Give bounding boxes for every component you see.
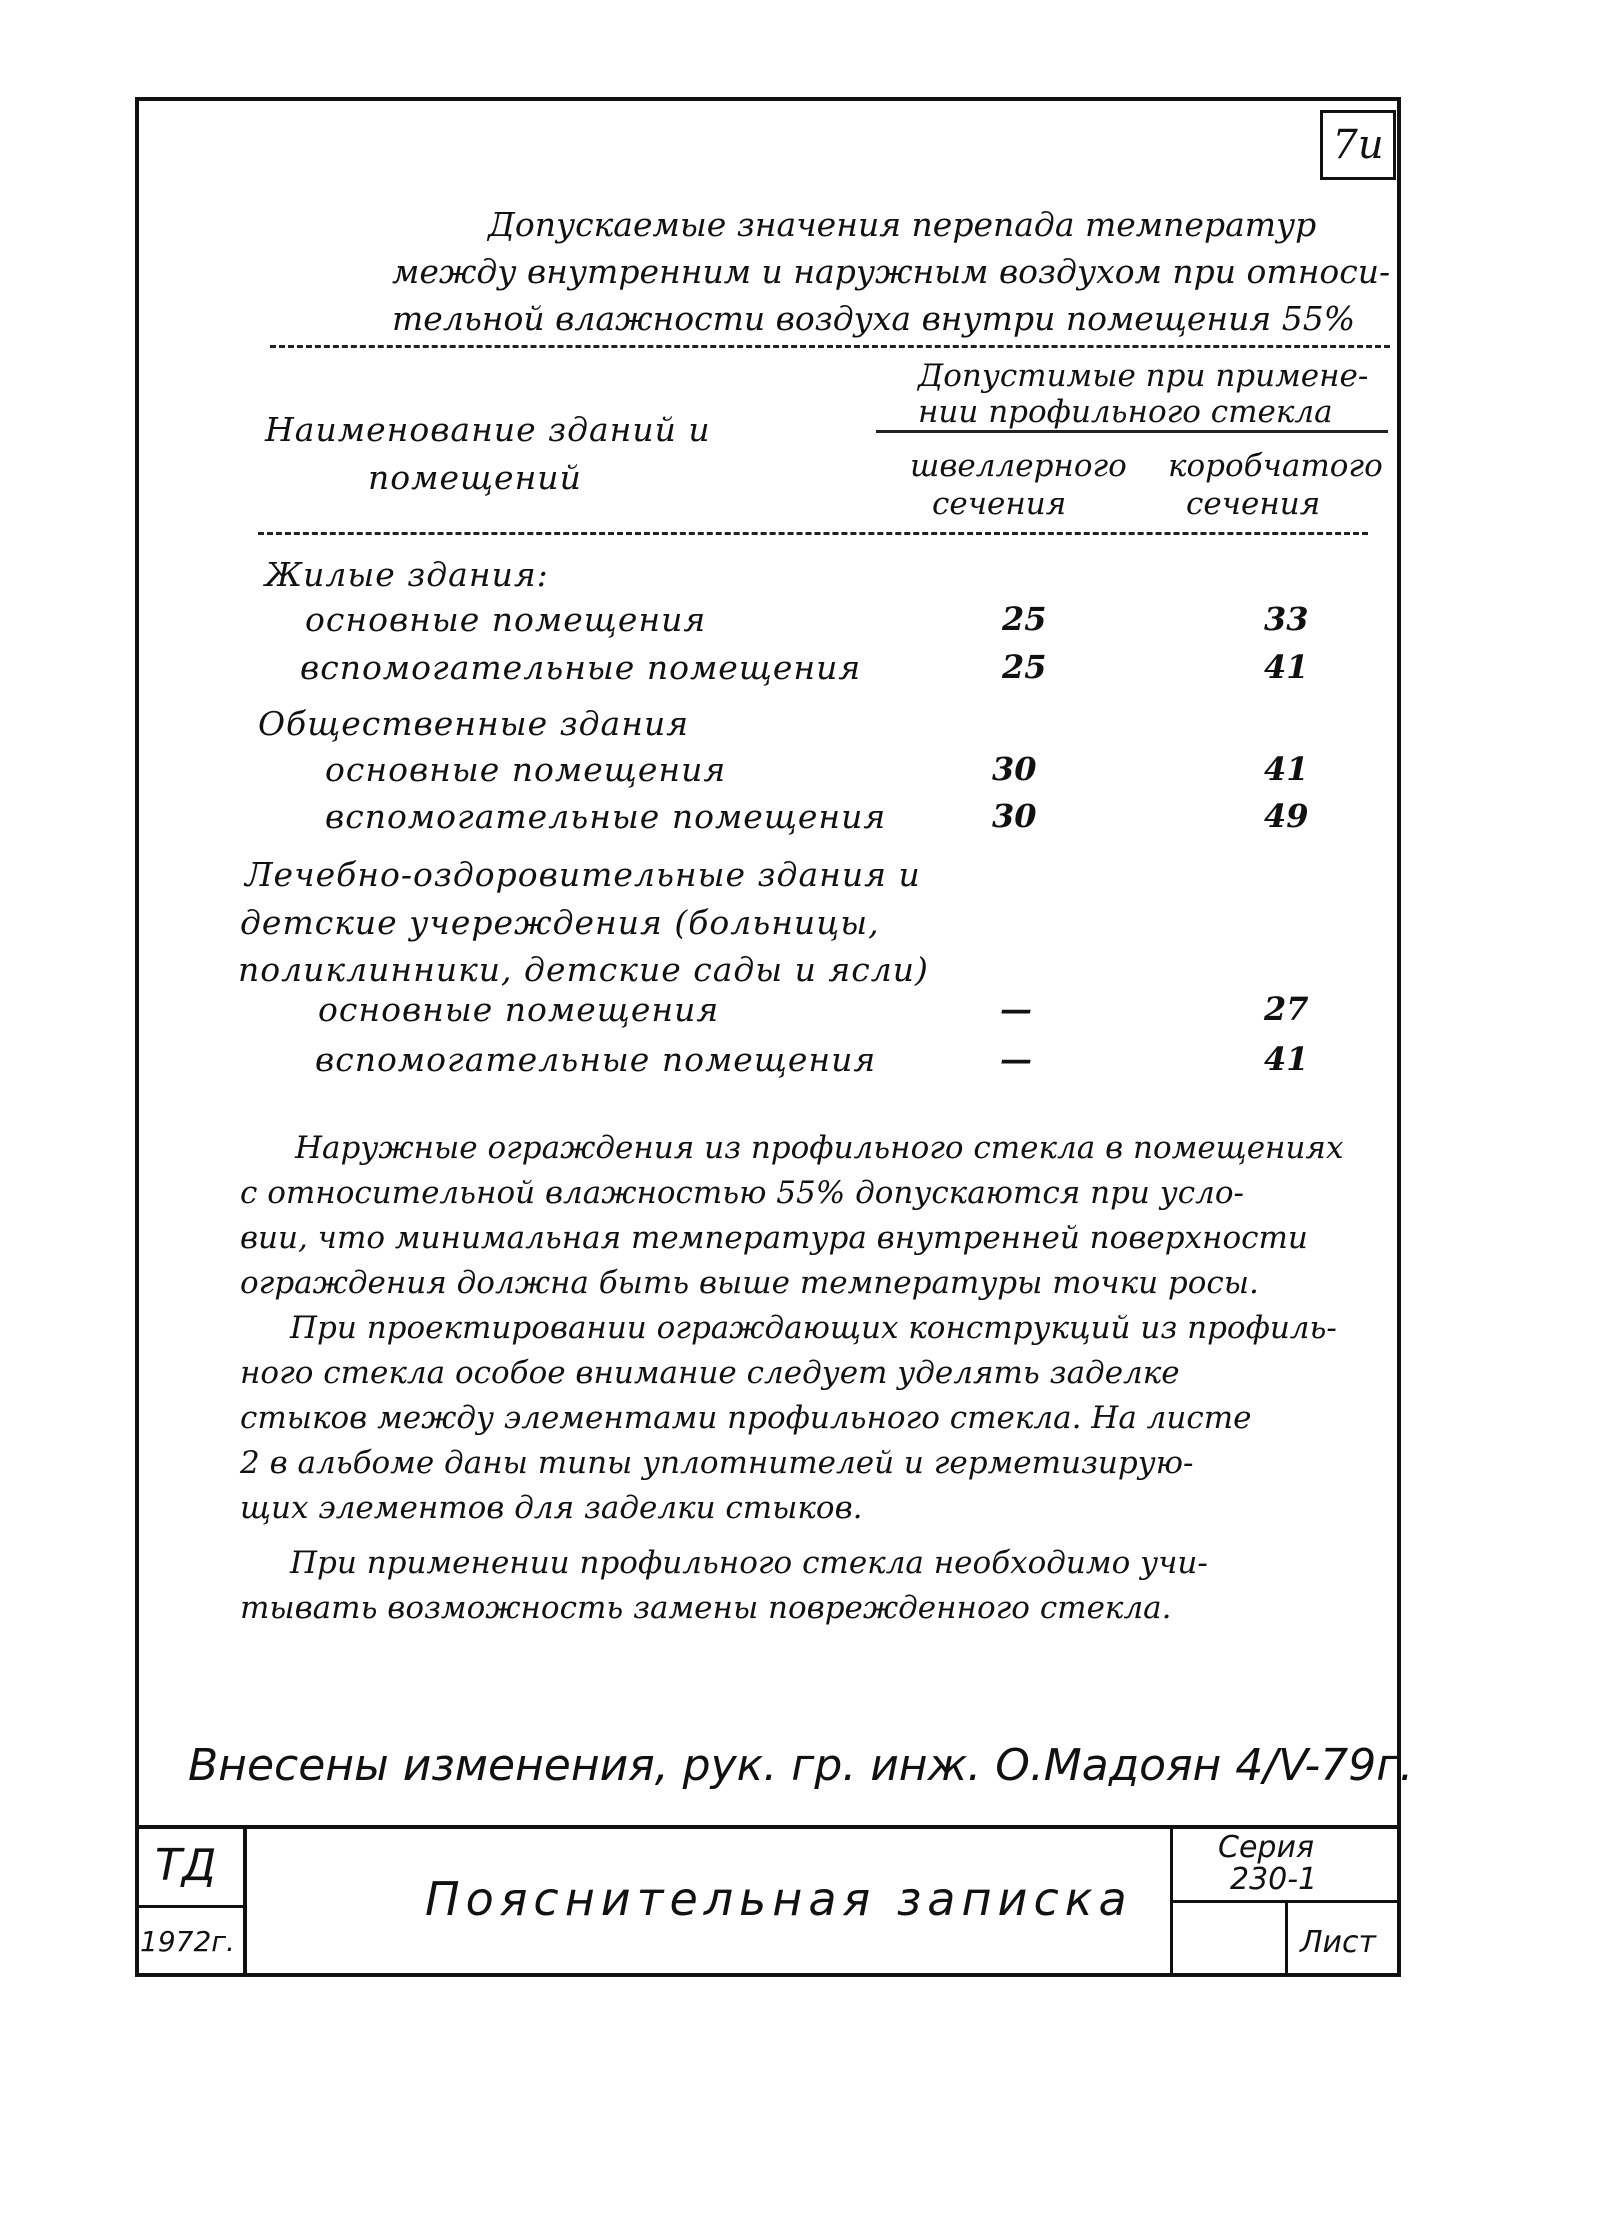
- value-channel: —: [1000, 1040, 1032, 1078]
- value-box: 41: [1264, 750, 1309, 788]
- note-line: При проектировании ограждающих конструкций из профиль-: [290, 1310, 1337, 1346]
- stamp-sheet-divider: [1285, 1903, 1288, 1977]
- stamp-series-value: 230-1: [1230, 1862, 1318, 1897]
- note-line: ограждения должна быть выше температуры точки росы.: [240, 1265, 1259, 1301]
- col1-header-line-2: помещений: [368, 458, 582, 497]
- note-line: 2 в альбоме даны типы уплотнителей и герметизирую-: [240, 1445, 1194, 1481]
- row-label: основные помещения: [318, 990, 720, 1029]
- row-label: основные помещения: [305, 600, 707, 639]
- value-channel: 30: [992, 797, 1037, 835]
- stamp-org-divider: [135, 1905, 247, 1908]
- col3-header-line-2: сечения: [1186, 486, 1321, 522]
- title-line-2: между внутренним и наружным воздухом при относи-: [392, 252, 1391, 291]
- row-label: вспомогательные помещения: [315, 1040, 877, 1079]
- note-line: Наружные ограждения из профильного стекла в помещениях: [295, 1130, 1344, 1166]
- stamp-sheet-label: Лист: [1300, 1925, 1377, 1960]
- section-title-public: Общественные здания: [258, 704, 690, 743]
- value-channel: —: [1000, 990, 1032, 1028]
- title-line-3: тельной влажности воздуха внутри помещения 55%: [392, 299, 1356, 338]
- section-title-medical-2: детские учереждения (больницы,: [240, 903, 880, 942]
- amendment-note: Внесены изменения, рук. гр. инж. О.Мадоян 4/V-79г.: [188, 1740, 1414, 1791]
- row-label: вспомогательные помещения: [325, 797, 887, 836]
- note-line: ного стекла особое внимание следует уделять заделке: [240, 1355, 1180, 1391]
- row-label: вспомогательные помещения: [300, 648, 862, 687]
- note-line: При применении профильного стекла необходимо учи-: [290, 1545, 1208, 1581]
- col1-header-line-1: Наименование зданий и: [265, 410, 711, 449]
- title-line-1: Допускаемые значения перепада температур: [488, 205, 1317, 244]
- col2-header-line-1: швеллерного: [910, 448, 1127, 484]
- table-top-rule: [270, 345, 1390, 348]
- group-header-line-2: нии профильного стекла: [918, 394, 1333, 430]
- col2-header-line-2: сечения: [932, 486, 1067, 522]
- page-number: 7и: [1320, 110, 1396, 180]
- note-line: вии, что минимальная температура внутренней поверхности: [240, 1220, 1308, 1256]
- value-channel: 25: [1002, 600, 1047, 638]
- stamp-doc-title: Пояснительная записка: [425, 1872, 1133, 1926]
- value-channel: 25: [1002, 648, 1047, 686]
- note-line: тывать возможность замены поврежденного стекла.: [240, 1590, 1172, 1626]
- value-box: 49: [1264, 797, 1309, 835]
- stamp-top-rule: [135, 1825, 1401, 1829]
- value-box: 33: [1264, 600, 1309, 638]
- section-title-medical-3: поликлинники, детские сады и ясли): [238, 950, 929, 989]
- value-channel: 30: [992, 750, 1037, 788]
- value-box: 41: [1264, 648, 1309, 686]
- col3-header-line-1: коробчатого: [1168, 448, 1383, 484]
- note-line: стыков между элементами профильного стекла. На листе: [240, 1400, 1252, 1436]
- section-title-medical-1: Лечебно-оздоровительные здания и: [245, 855, 921, 894]
- group-header-rule: [876, 430, 1388, 433]
- stamp-year: 1972г.: [140, 1925, 235, 1958]
- stamp-left-divider: [243, 1825, 247, 1977]
- group-header-line-1: Допустимые при примене-: [918, 358, 1369, 394]
- row-label: основные помещения: [325, 750, 727, 789]
- section-title-residential: Жилые здания:: [265, 555, 549, 594]
- stamp-org: ТД: [155, 1840, 217, 1891]
- note-line: щих элементов для заделки стыков.: [240, 1490, 863, 1526]
- value-box: 41: [1264, 1040, 1309, 1078]
- note-line: с относительной влажностью 55% допускаются при усло-: [240, 1175, 1244, 1211]
- table-header-rule: [258, 532, 1368, 535]
- stamp-series-label: Серия: [1218, 1830, 1314, 1865]
- value-box: 27: [1264, 990, 1309, 1028]
